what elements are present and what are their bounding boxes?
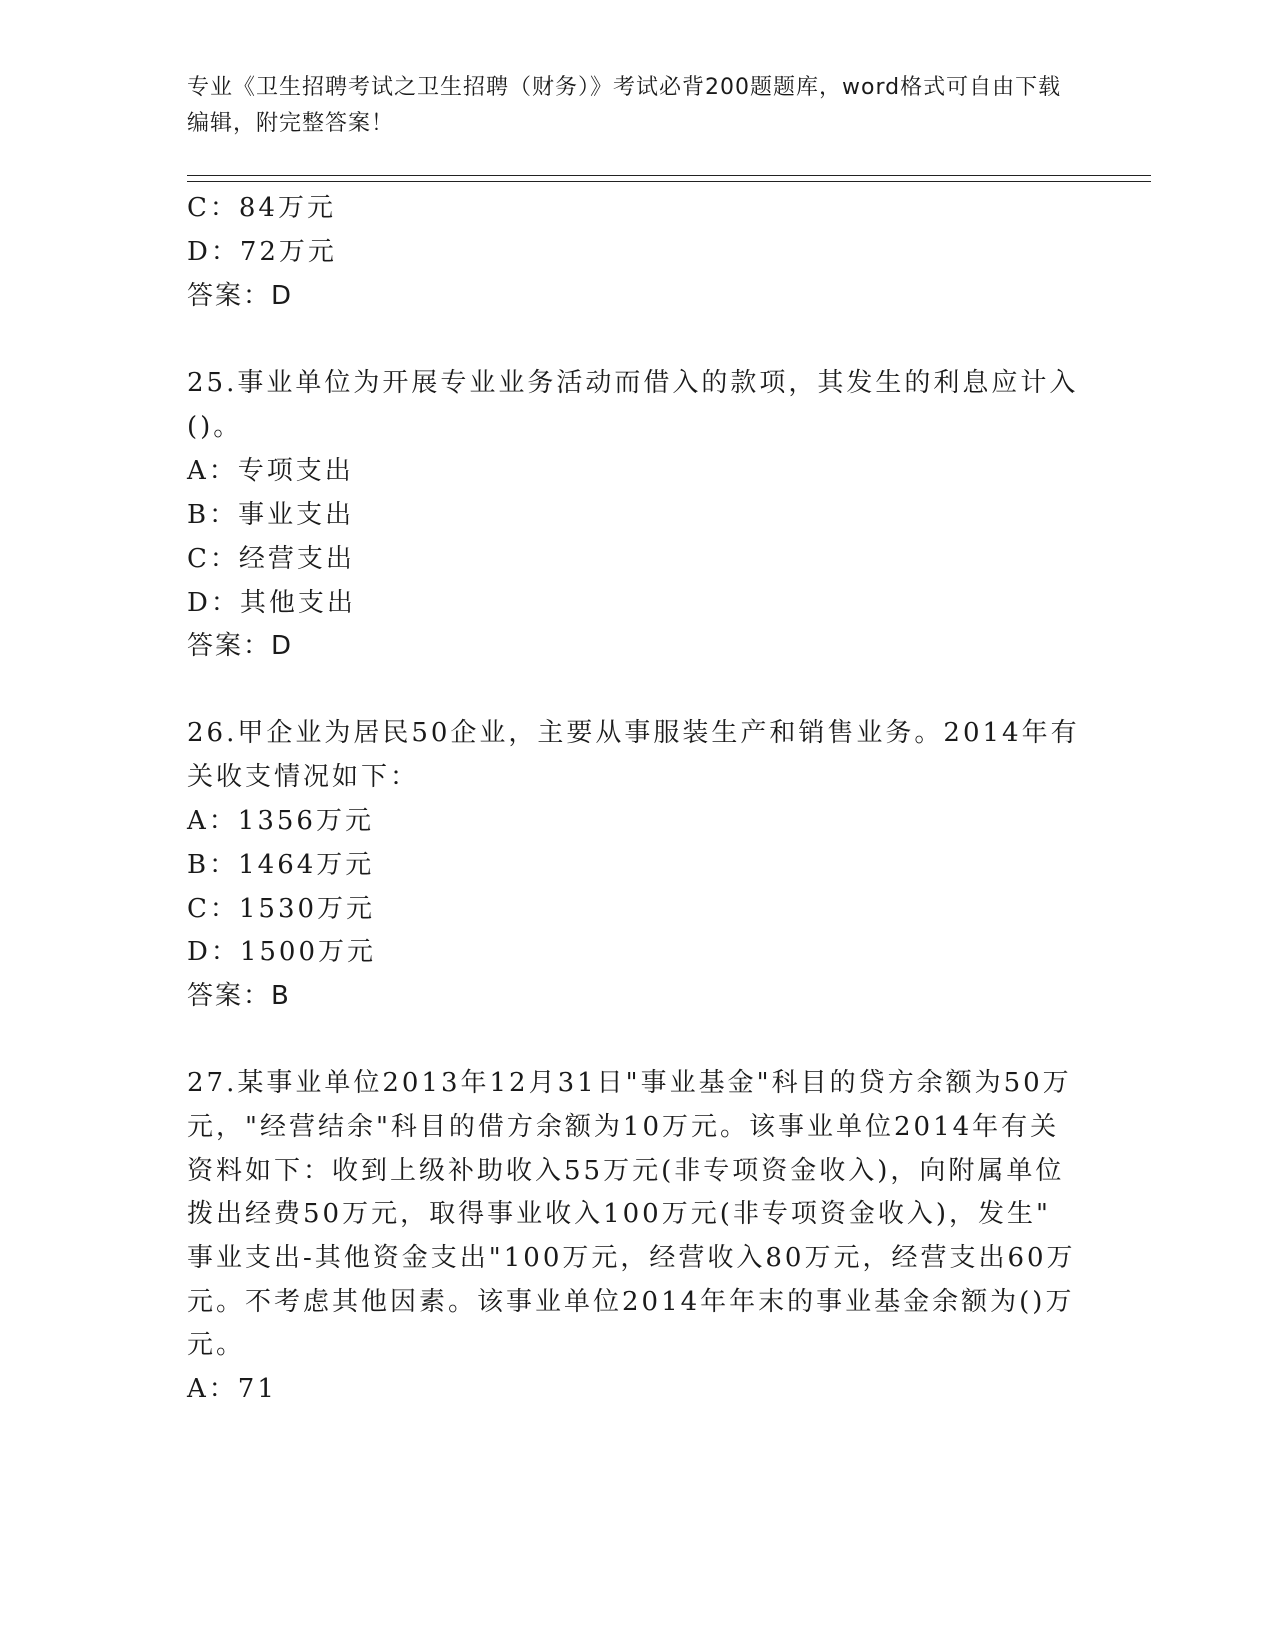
q26-option-a: A：1356万元: [187, 806, 374, 836]
q25-stem-line-2: ()。: [187, 412, 243, 442]
q27-stem-line-7: 元。: [187, 1330, 246, 1360]
q27-stem-line-3: 资料如下：收到上级补助收入55万元(非专项资金收入)，向附属单位: [187, 1156, 1065, 1186]
q25-option-b: B：事业支出: [187, 500, 355, 530]
q24-answer: 答案：D: [187, 281, 294, 311]
q26-stem-line-2: 关收支情况如下：: [187, 762, 420, 792]
header-rule-top: [187, 175, 1151, 176]
q26-stem-line-1: 26.甲企业为居民50企业，主要从事服装生产和销售业务。2014年有: [187, 718, 1080, 748]
header-rule-bottom: [187, 181, 1151, 182]
q27-stem-line-1: 27.某事业单位2013年12月31日"事业基金"科目的贷方余额为50万: [187, 1068, 1072, 1098]
q27-stem-line-6: 元。不考虑其他因素。该事业单位2014年年末的事业基金余额为()万: [187, 1287, 1075, 1317]
q26-option-d: D：1500万元: [187, 937, 377, 967]
q26-option-b: B：1464万元: [187, 850, 375, 880]
q27-stem-line-4: 拨出经费50万元，取得事业收入100万元(非专项资金收入)，发生": [187, 1199, 1051, 1229]
q25-stem-line-1: 25.事业单位为开展专业业务活动而借入的款项，其发生的利息应计入: [187, 368, 1079, 398]
q27-option-a: A：71: [187, 1374, 277, 1404]
q24-option-d: D：72万元: [187, 237, 337, 267]
q27-stem-line-5: 事业支出-其他资金支出"100万元，经营收入80万元，经营支出60万: [187, 1243, 1076, 1273]
q25-option-d: D：其他支出: [187, 588, 356, 618]
q26-option-c: C：1530万元: [187, 894, 376, 924]
document-header: 专业《卫生招聘考试之卫生招聘（财务）》考试必背200题题库，word格式可自由下载编辑，附完整答案！: [187, 75, 1062, 136]
q24-option-c: C：84万元: [187, 193, 336, 223]
q26-answer: 答案：B: [187, 981, 291, 1011]
q25-answer: 答案：D: [187, 631, 294, 661]
q25-option-c: C：经营支出: [187, 544, 355, 574]
q27-stem-line-2: 元，"经营结余"科目的借方余额为10万元。该事业单位2014年有关: [187, 1112, 1060, 1142]
q25-option-a: A：专项支出: [187, 456, 354, 486]
